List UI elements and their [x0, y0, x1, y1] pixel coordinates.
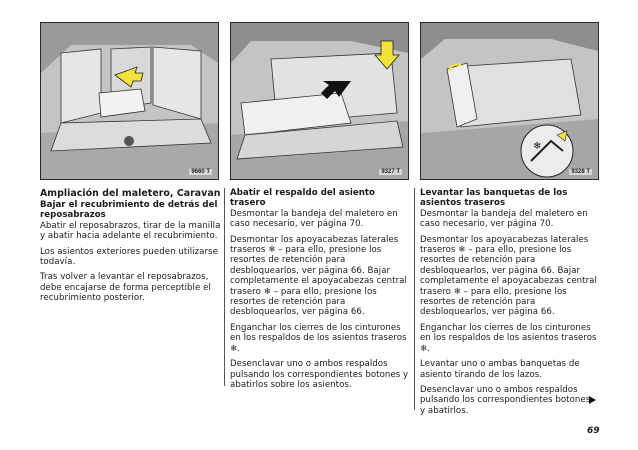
column-trunk-extension	[40, 188, 222, 309]
paragraph: Desenclavar uno o ambos respaldos pulsando los correspondientes botones y abatirlos.	[420, 384, 591, 416]
lift-seat-cushion-illustration	[421, 23, 598, 179]
figure-code: 9327 T	[381, 169, 400, 175]
paragraph: Abatir el reposabrazos, tirar de la manilla y abatir hacia adelante el recubrimiento.	[40, 220, 221, 242]
paragraph: Desmontar la bandeja del maletero en caso necesario, ver página 70.	[420, 208, 588, 230]
page-number: 69	[587, 426, 600, 436]
paragraph: Desenclavar uno o ambos respaldos pulsando los correspondientes botones y abatirlos sobre los asientos.	[230, 359, 409, 390]
paragraph: Desmontar los apoyacabezas laterales traseros ❄ – para ello, presione los resortes de retención para desbloquearlos, ver página 66. Bajar completamente el apoyacabezas central trasero ❄ – para ello, presione los resortes de retención para desbloquearlos, ver página 66.	[420, 234, 597, 318]
paragraph: Desmontar los apoyacabezas laterales traseros ❄ – para ello, presione los resortes de retención para desbloquearlos, ver página 66. Bajar completamente el apoyacabezas central trasero ❄ – para ello, presione los resortes de retención para desbloquearlos, ver página 66.	[230, 234, 407, 318]
rear-seat-armrest-illustration	[41, 23, 218, 179]
column-fold-backrest	[230, 188, 410, 395]
column-lift-seat-cushions	[420, 188, 598, 421]
section-title: Ampliación del maletero, Caravan	[40, 188, 221, 199]
section-heading: Abatir el respaldo del asiento trasero	[230, 188, 376, 209]
section-subtitle: Bajar el recubrimiento de detrás del reposabrazos	[40, 200, 218, 221]
figure-armrest-cover	[40, 22, 219, 180]
column-divider	[414, 188, 415, 410]
paragraph: Enganchar los cierres de los cinturones en los respaldos de los asientos traseros ❄.	[420, 322, 597, 354]
continue-arrow-icon	[589, 396, 596, 404]
fold-backrest-illustration	[231, 23, 408, 179]
column-divider	[224, 188, 225, 386]
figure-code: 9328 T	[571, 169, 590, 175]
figure-code: 9660 T	[191, 169, 210, 175]
paragraph: Tras volver a levantar el reposabrazos, debe encajarse de forma perceptible el recubrimiento posterior.	[40, 272, 211, 304]
paragraph: Los asientos exteriores pueden utilizarse todavía.	[40, 246, 218, 268]
figure-lift-seat-cushion	[420, 22, 599, 180]
paragraph: Enganchar los cierres de los cinturones en los respaldos de los asientos traseros ❄.	[230, 322, 407, 354]
figure-fold-backrest	[230, 22, 409, 180]
paragraph: Levantar uno o ambas banquetas de asiento tirando de los lazos.	[420, 359, 580, 380]
paragraph: Desmontar la bandeja del maletero en caso necesario, ver página 70.	[230, 208, 398, 230]
svg-text:❄: ❄	[533, 141, 542, 152]
section-heading: Levantar las banquetas de los asientos traseros	[420, 188, 568, 209]
